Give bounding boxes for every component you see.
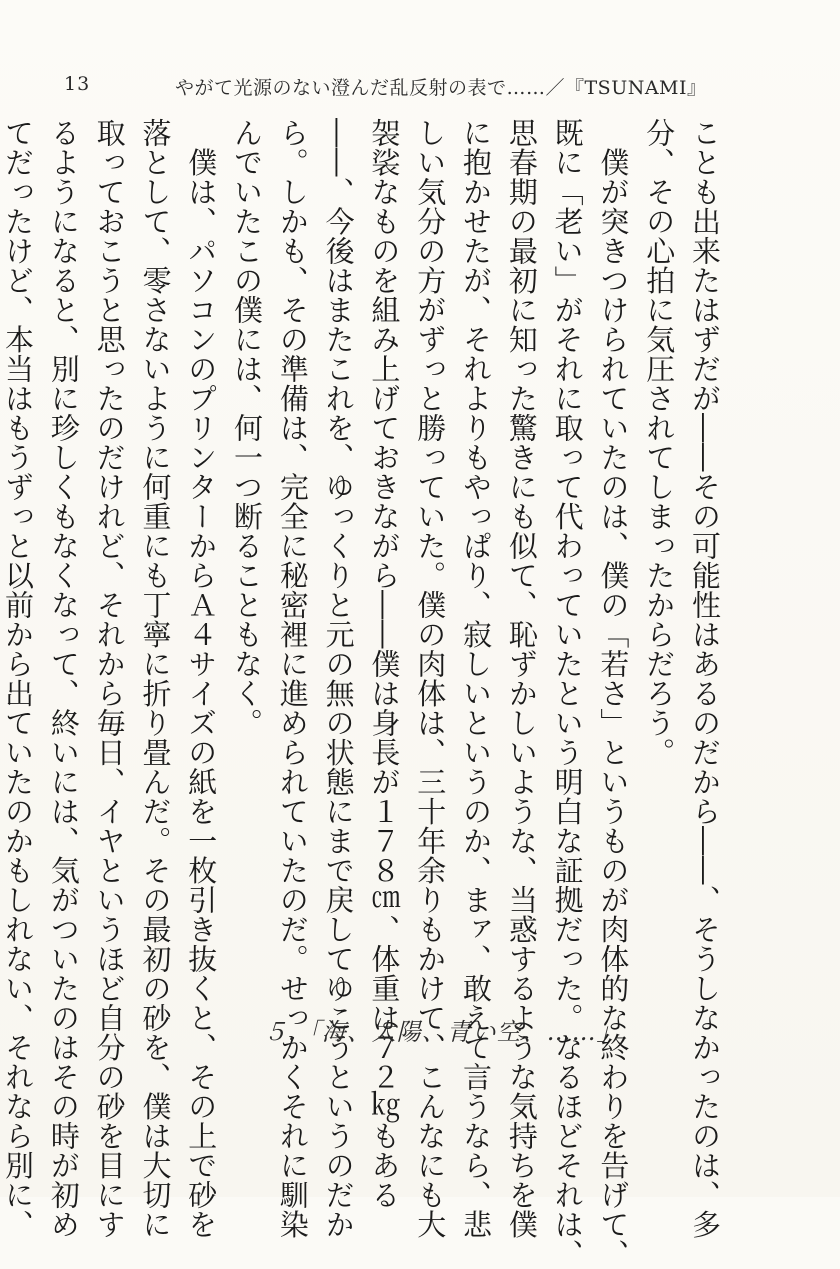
section-heading: ５.「海、太陽、青い空、……」 [263,1018,622,1046]
text-line: ら。しかも、その準備は、完全に秘密裡に進められていたのだ。せっかくそれに馴染 [275,118,310,1239]
text-line: 既に「老い」がそれに取って代わっていたという明白な証拠だった。なるほどそれは、 [550,118,585,1269]
text-line: 落として、零さないように何重にも丁寧に折り畳んだ。その最初の砂を、僕は大切に [138,118,173,1239]
text-line: てだったけど、本当はもうずっと以前から出ていたのかもしれない、それなら別に、 [1,118,36,1239]
text-line: ――、今後はまたこれを、ゆっくりと元の無の状態にまで戻してゆこうというのだか [321,118,356,1239]
text-line: 僕が突きつけられていたのは、僕の「若さ」というものが肉体的な終わりを告げて、 [596,118,631,1269]
text-line: 袈裟なものを組み上げておきながら――僕は身長が１７８㎝、体重は７２㎏もある [367,118,402,1210]
text-line: るようになると、別に珍しくもなくなって、終いには、気がついたのはその時が初め [46,118,81,1239]
text-line: 取っておこうと思ったのだけれど、それから毎日、イヤというほど自分の砂を目にす [92,118,127,1239]
text-line: に抱かせたが、それよりもやっぱり、寂しいというのか、まァ、敢えて言うなら、悲 [459,118,494,1239]
text-line: しい気分の方がずっと勝っていた。僕の肉体は、三十年余りもかけて、こんなにも大 [413,118,448,1239]
running-header: やがて光源のない澄んだ乱反射の表で……／『TSUNAMI』 [175,77,707,99]
page-number: 13 [64,73,91,95]
text-line: ことも出来たはずだが――その可能性はあるのだから――、そうしなかったのは、多 [688,118,722,1239]
text-line: んでいたこの僕には、何一つ断ることもなく。 [230,118,265,738]
text-line: 分、その心拍に気圧されてしまったからだろう。 [642,118,677,767]
text-line: 思春期の最初に知った驚きにも似て、恥ずかしいような、当惑するような気持ちを僕 [504,118,539,1239]
text-line: 僕は、パソコンのプリンターからＡ４サイズの紙を一枚引き抜くと、その上で砂を [184,118,219,1239]
